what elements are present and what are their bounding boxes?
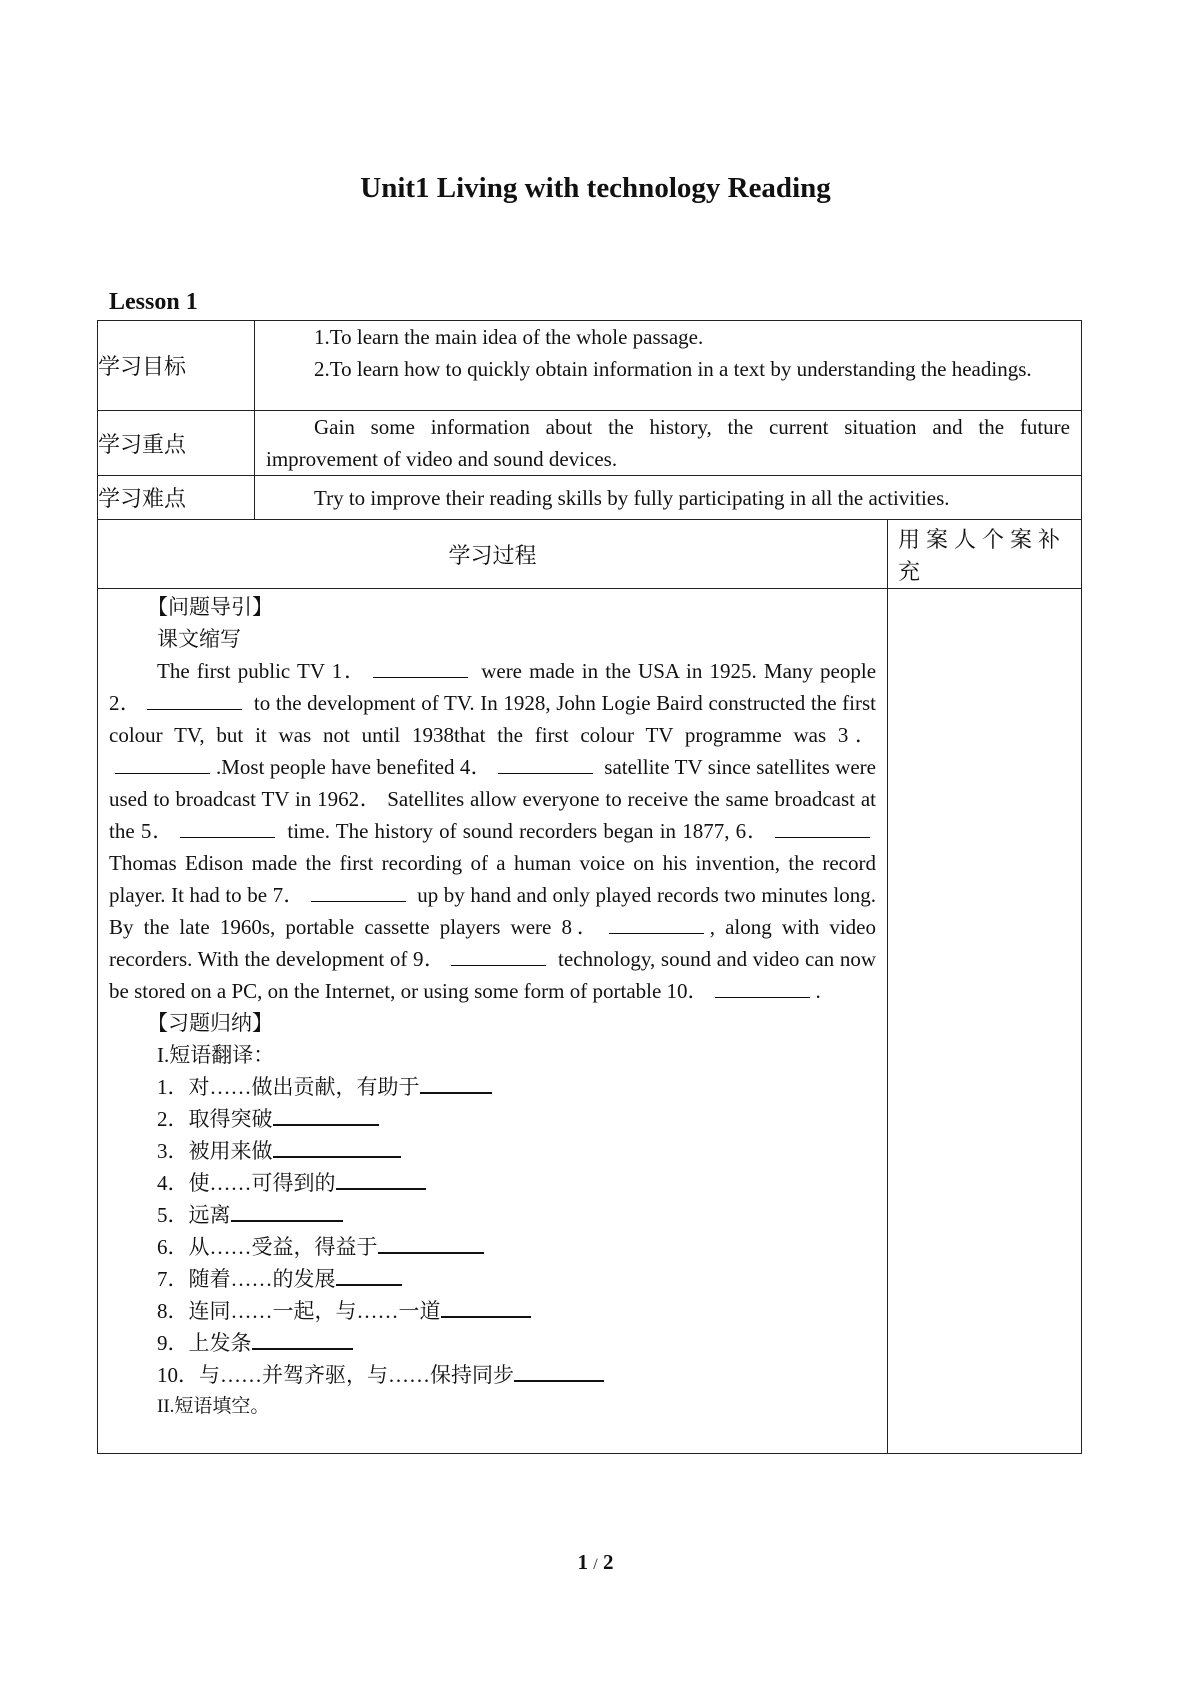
supplement-label-cell — [888, 520, 1082, 589]
part-1-heading: I.短语翻译： — [157, 1043, 275, 1067]
blank-6[interactable] — [775, 819, 870, 838]
page-current: 1 — [577, 1550, 589, 1574]
blank-1[interactable] — [373, 659, 468, 678]
phrase-text: 4．使……可得到的 — [157, 1171, 336, 1195]
phrase-text: 9．上发条 — [157, 1331, 252, 1355]
lesson-heading: Lesson 1 — [109, 289, 198, 315]
phrase-item — [109, 1359, 876, 1391]
answer-line[interactable] — [378, 1232, 484, 1254]
phrase-text: 3．被用来做 — [157, 1139, 273, 1163]
phrase-text: 8．连同……一起，与……一道 — [157, 1299, 441, 1323]
phrase-item — [109, 1327, 876, 1359]
summary-text: were made in the USA in 1925. Many people 2． — [109, 659, 877, 715]
phrase-item — [109, 1199, 876, 1231]
objectives-content — [255, 321, 1082, 411]
summary-text: The first public TV 1． — [157, 659, 368, 683]
page-total: 2 — [602, 1550, 614, 1574]
summary-text: time. The history of sound recorders began in 1877, 6． — [281, 819, 769, 843]
document-title: Unit1 Living with technology Reading — [360, 172, 831, 204]
objective-1: 1.To learn the main idea of the whole passage. — [314, 325, 704, 349]
blank-9[interactable] — [451, 947, 546, 966]
summary-text: up by hand and only played records two minutes long. By the late 1960s, portable cassette players were 8． — [109, 883, 876, 939]
page-number — [0, 1550, 1191, 1575]
blank-4[interactable] — [498, 755, 593, 774]
process-content — [98, 589, 888, 1454]
summary-text: .Most people have benefited 4． — [216, 755, 492, 779]
phrase-item — [109, 1263, 876, 1295]
answer-line[interactable] — [231, 1200, 343, 1222]
summary-text: satellite TV since satellites were used to broadcast TV in 1962． Satellites allow everyone to receive the same broadcast at the 5． — [109, 755, 876, 843]
summary-text: Thomas Edison made the first recording of a human voice on his invention, the record player. It had to be 7． — [109, 851, 876, 907]
phrase-item — [109, 1231, 876, 1263]
objective-2: 2.To learn how to quickly obtain information in a text by understanding the headings. — [314, 357, 1032, 381]
phrase-text: 2．取得突破 — [157, 1107, 273, 1131]
phrase-text: 10．与……并驾齐驱，与……保持同步 — [157, 1363, 514, 1387]
answer-line[interactable] — [252, 1328, 353, 1350]
summary-paragraph — [109, 655, 876, 1007]
phrase-item — [109, 1135, 876, 1167]
supplement-label: 用案人个案补充 — [898, 527, 1067, 584]
blank-2[interactable] — [147, 691, 242, 710]
blank-7[interactable] — [311, 883, 406, 902]
process-label: 学习过程 — [98, 520, 888, 589]
answer-line[interactable] — [514, 1360, 604, 1382]
key-points-content — [255, 411, 1082, 476]
phrase-item — [109, 1103, 876, 1135]
key-points-text: Gain some information about the history, the current situation and the future improvement of video and sound devices. — [266, 415, 1071, 471]
section-heading-exercises: 【习题归纳】 — [147, 1011, 273, 1035]
summary-text: . — [815, 979, 821, 1003]
process-header-row — [98, 520, 1082, 589]
key-points-row — [98, 411, 1082, 476]
blank-5[interactable] — [180, 819, 275, 838]
difficulties-content — [255, 476, 1082, 520]
summary-text: technology, sound and video can now be stored on a PC, on the Internet, or using some form of portable 10． — [109, 947, 877, 1003]
part-2-heading: II.短语填空。 — [157, 1396, 270, 1417]
answer-line[interactable] — [273, 1104, 379, 1126]
phrase-text: 1．对……做出贡献，有助于 — [157, 1075, 420, 1099]
supplement-cell[interactable] — [888, 589, 1082, 1454]
answer-line[interactable] — [336, 1264, 402, 1286]
difficulties-text: Try to improve their reading skills by fully participating in all the activities. — [314, 485, 950, 510]
difficulties-row — [98, 476, 1082, 520]
process-row — [98, 589, 1082, 1454]
answer-line[interactable] — [336, 1168, 426, 1190]
blank-3[interactable] — [115, 755, 210, 774]
answer-line[interactable] — [441, 1296, 531, 1318]
blank-10[interactable] — [715, 979, 810, 998]
summary-text: , along with video recorders. With the development of 9． — [109, 915, 876, 971]
key-points-label: 学习重点 — [98, 411, 255, 476]
answer-line[interactable] — [273, 1136, 401, 1158]
summary-text: to the development of TV. In 1928, John Logie Baird constructed the first colour TV, but it was not until 1938that the first colour TV programme was 3． — [109, 691, 876, 747]
subsection-summary: 课文缩写 — [157, 627, 241, 651]
objectives-row — [98, 321, 1082, 411]
lesson-plan-table — [97, 320, 1082, 1454]
difficulties-label: 学习难点 — [98, 476, 255, 520]
phrase-item — [109, 1167, 876, 1199]
page-separator: / — [593, 1556, 598, 1573]
phrase-item — [109, 1295, 876, 1327]
phrase-text: 7．随着……的发展 — [157, 1267, 336, 1291]
objectives-label: 学习目标 — [98, 321, 255, 411]
answer-line[interactable] — [420, 1072, 492, 1094]
phrase-text: 6．从……受益，得益于 — [157, 1235, 378, 1259]
phrase-text: 5．远离 — [157, 1203, 231, 1227]
blank-8[interactable] — [609, 915, 704, 934]
phrase-item — [109, 1071, 876, 1103]
section-heading-guide: 【问题导引】 — [147, 595, 273, 619]
